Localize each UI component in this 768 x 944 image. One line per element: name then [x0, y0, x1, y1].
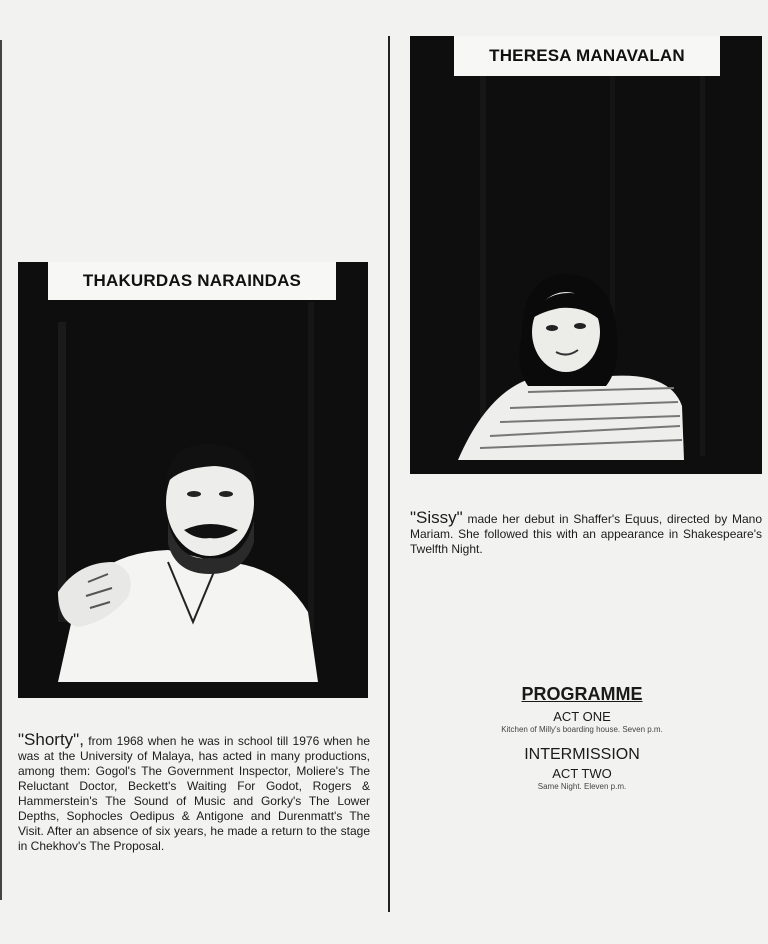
thakurdas-nickname: "Shorty", — [18, 730, 84, 749]
theresa-bio-text: made her debut in Shaffer's Equus, directed by Mano Mariam. She followed this with an appearance in Shakespeare's Twelfth Night. — [410, 512, 762, 556]
act-two-detail: Same Night. Eleven p.m. — [537, 782, 627, 791]
thakurdas-photo — [18, 262, 368, 698]
programme-title: PROGRAMME — [521, 684, 643, 704]
theresa-portrait-illustration — [410, 36, 762, 474]
programme-section — [420, 684, 744, 791]
thakurdas-portrait-illustration — [18, 262, 368, 698]
theresa-nickname: "Sissy" — [410, 508, 463, 527]
thakurdas-bio-text: from 1968 when he was in school till 1976 when he was at the University of Malaya, has acted in many productions, among them: Gogol's The Government Inspector, Moliere's The Reluctant Doctor, Beckett's Waiting For Godot, Rogers & Hammerstein's The Sound of Music and Gorky's The Lower Depths, Sophocles Oedipus & Antigone and Durenmatt's The Visit. After an absence of six years, he made a return to the stage in Chekhov's The Proposal. — [18, 734, 370, 853]
theresa-name-tag: THERESA MANAVALAN — [454, 36, 720, 76]
act-one-heading: ACT ONE — [553, 709, 611, 724]
act-two-heading: ACT TWO — [552, 766, 612, 781]
theresa-photo — [410, 36, 762, 474]
thakurdas-bio — [18, 732, 370, 854]
intermission-heading: INTERMISSION — [524, 746, 640, 763]
page-edge-line — [0, 40, 2, 900]
column-divider — [388, 36, 390, 912]
act-one-detail: Kitchen of Milly's boarding house. Seven p.m. — [501, 725, 663, 734]
thakurdas-name-tag: THAKURDAS NARAINDAS — [48, 262, 336, 300]
theresa-bio — [410, 510, 762, 557]
